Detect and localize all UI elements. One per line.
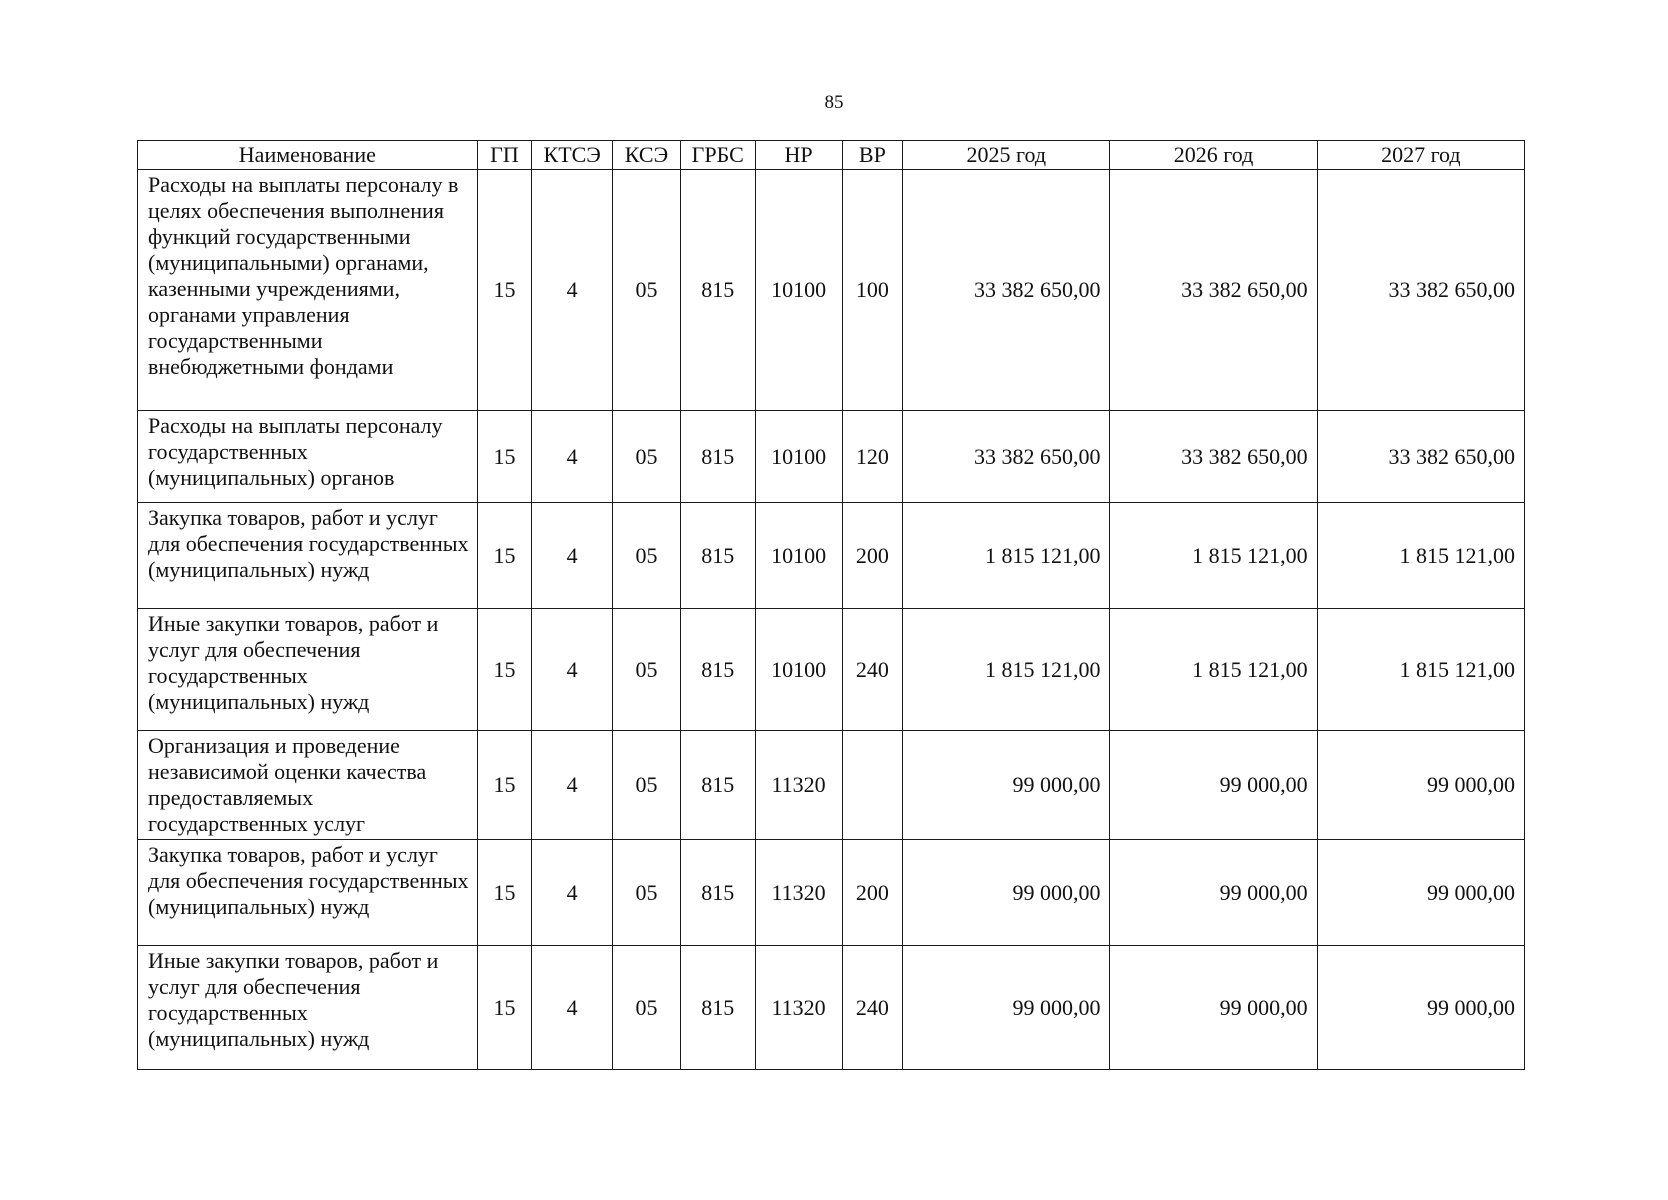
row-gp: 15 (477, 731, 532, 840)
row-amount-2025: 1 815 121,00 (903, 609, 1110, 731)
row-nr: 10100 (755, 411, 842, 503)
row-gp: 15 (477, 946, 532, 1070)
row-ktse: 4 (532, 731, 613, 840)
row-name: Организация и проведение независимой оценки качества предоставляемых государственных услуг (138, 731, 478, 840)
row-name: Расходы на выплаты персоналу в целях обеспечения выполнения функций государственными (муниципальными) органами, казенными учреждениями, органами управления государственными внебюджетными фондами (138, 170, 478, 411)
table-row (138, 946, 1525, 1070)
row-grbs: 815 (680, 503, 755, 609)
row-grbs: 815 (680, 411, 755, 503)
header-name: Наименование (138, 141, 478, 170)
row-amount-2026: 33 382 650,00 (1110, 411, 1317, 503)
table-row (138, 609, 1525, 731)
row-amount-2025: 99 000,00 (903, 946, 1110, 1070)
table-row (138, 840, 1525, 946)
row-name: Иные закупки товаров, работ и услуг для обеспечения государственных (муниципальных) нужд (138, 946, 478, 1070)
row-amount-2025: 1 815 121,00 (903, 503, 1110, 609)
table-row (138, 731, 1525, 840)
row-amount-2025: 33 382 650,00 (903, 411, 1110, 503)
row-amount-2027: 1 815 121,00 (1317, 609, 1524, 731)
row-vr: 120 (842, 411, 903, 503)
table-row (138, 170, 1525, 411)
row-amount-2026: 99 000,00 (1110, 946, 1317, 1070)
row-kse: 05 (613, 731, 681, 840)
row-amount-2026: 1 815 121,00 (1110, 503, 1317, 609)
row-vr: 240 (842, 609, 903, 731)
row-kse: 05 (613, 411, 681, 503)
row-amount-2027: 1 815 121,00 (1317, 503, 1524, 609)
row-grbs: 815 (680, 946, 755, 1070)
header-gp: ГП (477, 141, 532, 170)
row-vr: 200 (842, 840, 903, 946)
row-ktse: 4 (532, 503, 613, 609)
row-ktse: 4 (532, 609, 613, 731)
table-row (138, 503, 1525, 609)
header-grbs: ГРБС (680, 141, 755, 170)
row-amount-2025: 99 000,00 (903, 840, 1110, 946)
header-2025: 2025 год (903, 141, 1110, 170)
row-grbs: 815 (680, 840, 755, 946)
row-gp: 15 (477, 609, 532, 731)
row-vr: 240 (842, 946, 903, 1070)
row-name: Закупка товаров, работ и услуг для обеспечения государственных (муниципальных) нужд (138, 840, 478, 946)
row-grbs: 815 (680, 731, 755, 840)
row-amount-2025: 33 382 650,00 (903, 170, 1110, 411)
row-name: Иные закупки товаров, работ и услуг для обеспечения государственных (муниципальных) нужд (138, 609, 478, 731)
row-amount-2026: 99 000,00 (1110, 840, 1317, 946)
budget-table (137, 140, 1525, 1070)
row-gp: 15 (477, 411, 532, 503)
row-amount-2026: 33 382 650,00 (1110, 170, 1317, 411)
row-ktse: 4 (532, 411, 613, 503)
row-amount-2026: 1 815 121,00 (1110, 609, 1317, 731)
page-number: 85 (824, 92, 844, 113)
header-nr: НР (755, 141, 842, 170)
header-2026: 2026 год (1110, 141, 1317, 170)
row-nr: 10100 (755, 170, 842, 411)
row-kse: 05 (613, 503, 681, 609)
row-name: Закупка товаров, работ и услуг для обеспечения государственных (муниципальных) нужд (138, 503, 478, 609)
row-gp: 15 (477, 503, 532, 609)
row-ktse: 4 (532, 840, 613, 946)
row-nr: 11320 (755, 731, 842, 840)
row-vr (842, 731, 903, 840)
row-gp: 15 (477, 170, 532, 411)
row-gp: 15 (477, 840, 532, 946)
row-nr: 10100 (755, 609, 842, 731)
row-kse: 05 (613, 609, 681, 731)
row-ktse: 4 (532, 170, 613, 411)
header-ktse: КТСЭ (532, 141, 613, 170)
row-amount-2027: 99 000,00 (1317, 946, 1524, 1070)
row-amount-2027: 33 382 650,00 (1317, 170, 1524, 411)
row-amount-2027: 99 000,00 (1317, 731, 1524, 840)
row-kse: 05 (613, 170, 681, 411)
header-kse: КСЭ (613, 141, 681, 170)
header-vr: ВР (842, 141, 903, 170)
row-vr: 200 (842, 503, 903, 609)
header-row (138, 141, 1525, 170)
row-nr: 11320 (755, 840, 842, 946)
header-2027: 2027 год (1317, 141, 1524, 170)
row-kse: 05 (613, 840, 681, 946)
row-nr: 10100 (755, 503, 842, 609)
row-vr: 100 (842, 170, 903, 411)
row-ktse: 4 (532, 946, 613, 1070)
table-header (138, 141, 1525, 170)
row-amount-2026: 99 000,00 (1110, 731, 1317, 840)
row-name: Расходы на выплаты персоналу государственных (муниципальных) органов (138, 411, 478, 503)
row-amount-2027: 33 382 650,00 (1317, 411, 1524, 503)
table-row (138, 411, 1525, 503)
row-amount-2027: 99 000,00 (1317, 840, 1524, 946)
table-body (138, 170, 1525, 1070)
row-grbs: 815 (680, 609, 755, 731)
row-grbs: 815 (680, 170, 755, 411)
row-amount-2025: 99 000,00 (903, 731, 1110, 840)
row-nr: 11320 (755, 946, 842, 1070)
row-kse: 05 (613, 946, 681, 1070)
